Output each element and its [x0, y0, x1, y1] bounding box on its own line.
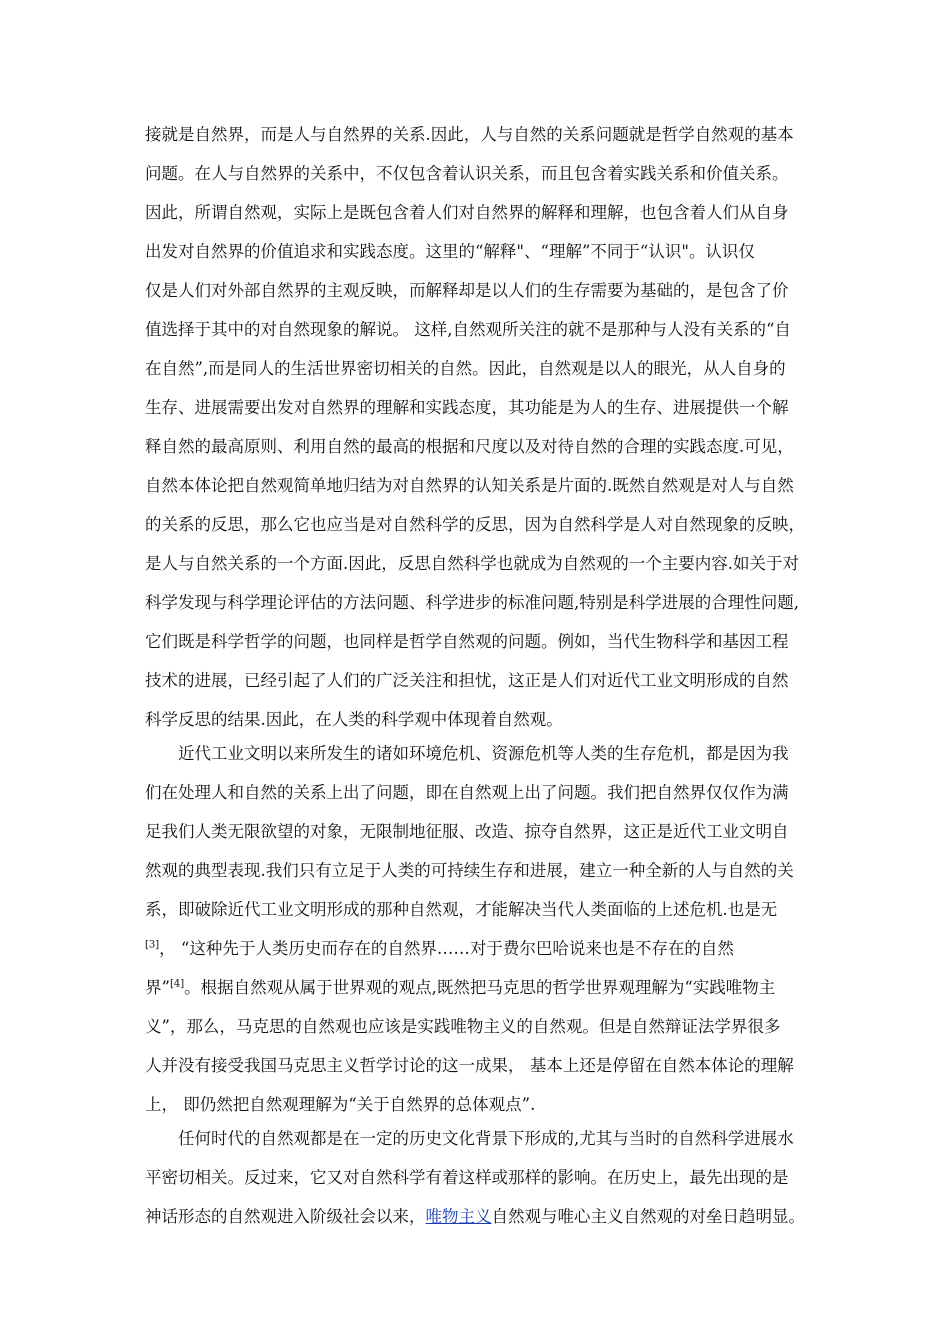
text-line: 平密切相关。反过来，它又对自然科学有着这样或那样的影响。在历史上，最先出现的是: [145, 1168, 789, 1187]
text-line: 人并没有接受我国马克思主义哲学讨论的这一成果， 基本上还是停留在自然本体论的理解: [145, 1056, 794, 1075]
text-line: 然观的典型表现.我们只有立足于人类的可持续生存和进展，建立一种全新的人与自然的关: [145, 861, 794, 880]
text-line: 的关系的反思，那么它也应当是对自然科学的反思，因为自然科学是人对自然现象的反映，: [145, 515, 805, 534]
text-line: 释自然的最高原则、利用自然的最高的根据和尺度以及对待自然的合理的实践态度.可见，: [145, 437, 794, 456]
text-line: 上， 即仍然把自然观理解为“关于自然界的总体观点”.: [145, 1095, 536, 1114]
paragraph-first-line: 任何时代的自然观都是在一定的历史文化背景下形成的,尤其与当时的自然科学进展水: [178, 1129, 794, 1148]
text-line: 仅是人们对外部自然界的主观反映，而解释却是以人们的生存需要为基础的，是包含了价: [145, 281, 789, 300]
citation-ref: [4]: [169, 978, 185, 990]
text-line-with-citation: [145, 978, 775, 998]
text-line: 们在处理人和自然的关系上出了问题，即在自然观上出了问题。我们把自然界仅仅作为满: [145, 783, 789, 802]
text-line: 义”，那么，马克思的自然观也应该是实践唯物主义的自然观。但是自然辩证法学界很多: [145, 1017, 781, 1036]
citation-ref: [3]: [145, 939, 160, 951]
text-line: 技术的进展，已经引起了人们的广泛关注和担忧，这正是人们对近代工业文明形成的自然: [145, 671, 789, 690]
text-line: 出发对自然界的价值追求和实践态度。这里的“解释"、“理解”不同于“认识"。认识仅: [145, 242, 755, 261]
text-line: 生存、进展需要出发对自然界的理解和实践态度，其功能是为人的生存、进展提供一个解: [145, 398, 789, 417]
text-span: 神话形态的自然观进入阶级社会以来，: [145, 1207, 426, 1226]
text-line-with-link: [145, 1207, 805, 1227]
materialism-link[interactable]: 唯物主义: [425, 1207, 492, 1226]
text-span: 自然观与唯心主义自然观的对垒日趋明显。: [491, 1207, 805, 1226]
text-line: 因此，所谓自然观，实际上是既包含着人们对自然界的解释和理解，也包含着人们从自身: [145, 203, 789, 222]
text-line: 自然本体论把自然观简单地归结为对自然界的认知关系是片面的.既然自然观是对人与自然: [145, 476, 794, 495]
text-span: 。根据自然观从属于世界观的观点,既然把马克思的哲学世界观理解为“实践唯物主: [184, 978, 776, 997]
text-line: 它们既是科学哲学的问题，也同样是哲学自然观的问题。例如，当代生物科学和基因工程: [145, 632, 789, 651]
text-line: 系，即破除近代工业文明形成的那种自然观，才能解决当代人类面临的上述危机.也是无: [145, 900, 778, 919]
text-line: 科学发现与科学理论评估的方法问题、科学进步的标准问题,特别是科学进展的合理性问题,: [145, 593, 799, 612]
text-line: 足我们人类无限欲望的对象，无限制地征服、改造、掠夺自然界，这正是近代工业文明自: [145, 822, 789, 841]
text-line: 在自然”,而是同人的生活世界密切相关的自然。因此，自然观是以人的眼光，从人自身的: [145, 359, 786, 378]
text-line: 问题。在人与自然界的关系中，不仅包含着认识关系，而且包含着实践关系和价值关系。: [145, 164, 789, 183]
text-line: 值选择于其中的对自然现象的解说。 这样,自然观所关注的就不是那种与人没有关系的“自: [145, 320, 791, 339]
paragraph-first-line: 近代工业文明以来所发生的诸如环境危机、资源危机等人类的生存危机，都是因为我: [178, 744, 789, 763]
text-line: 接就是自然界，而是人与自然界的关系.因此，人与自然的关系问题就是哲学自然观的基本: [145, 125, 794, 144]
text-span: 界”: [145, 978, 170, 997]
text-line: 科学反思的结果.因此，在人类的科学观中体现着自然观。: [145, 710, 563, 729]
text-span: ， “这种先于人类历史而存在的自然界……对于费尔巴哈说来也是不存在的自然: [159, 939, 734, 958]
text-line-with-citation: [145, 939, 734, 959]
text-line: 是人与自然关系的一个方面.因此，反思自然科学也就成为自然观的一个主要内容.如关于对: [145, 554, 799, 573]
